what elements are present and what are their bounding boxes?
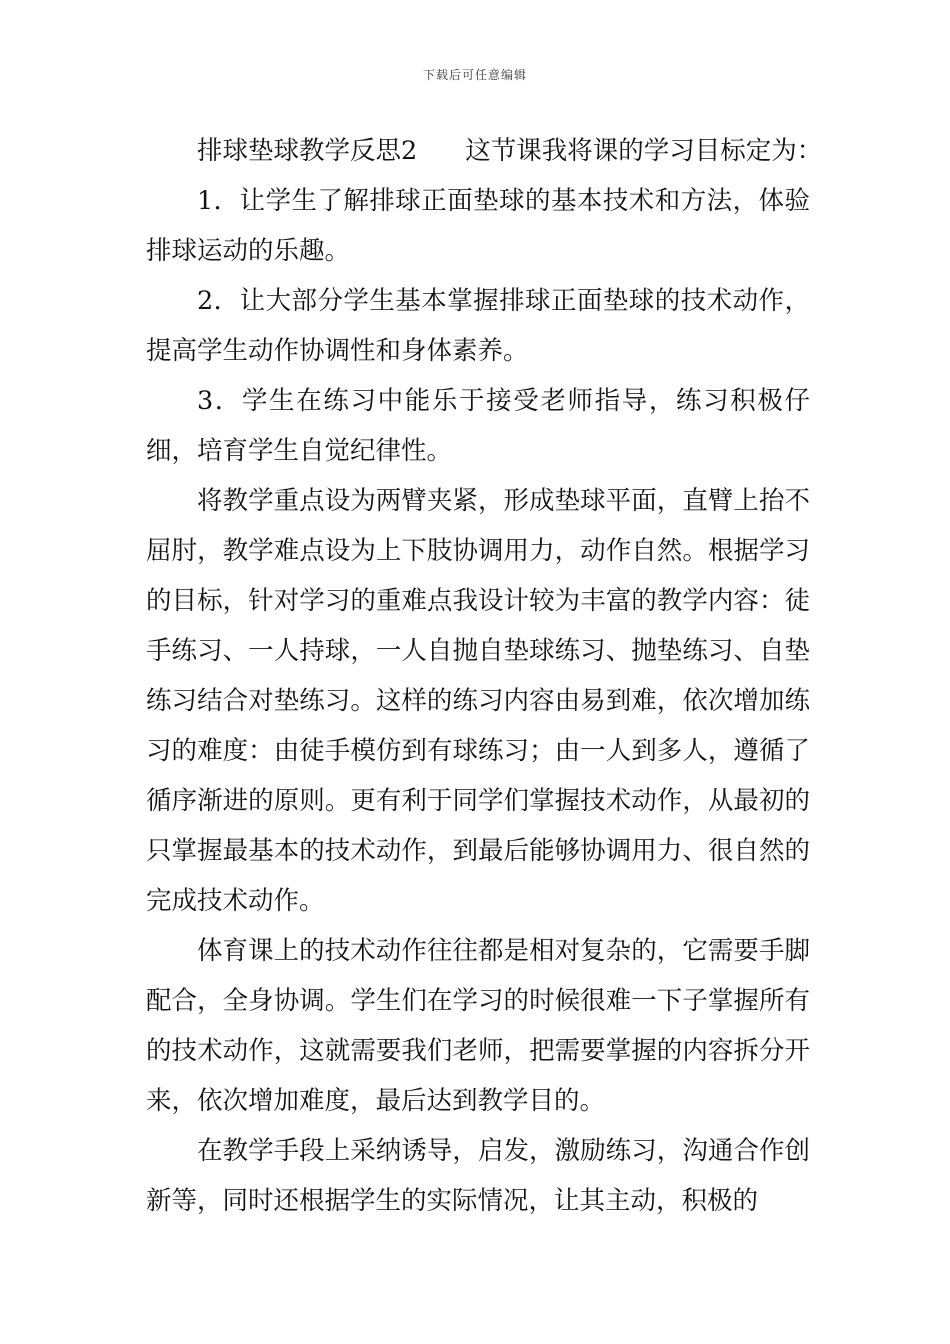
- intro-text: 这节课我将课的学习目标定为：: [465, 136, 823, 166]
- paragraph-technique: 体育课上的技术动作往往都是相对复杂的，它需要手脚配合，全身协调。学生们在学习的时候很难一下子掌握所有的技术动作，这就需要我们老师，把需要掌握的内容拆分开来，依次增加难度，最后达到教学目的。: [146, 936, 810, 1116]
- title-line: [146, 126, 823, 176]
- paragraph-goal-1: 1．让学生了解排球正面垫球的基本技术和方法，体验排球运动的乐趣。: [146, 186, 810, 266]
- page-header-note: 下载后可任意编辑: [422, 68, 527, 82]
- paragraph-goal-3: 3．学生在练习中能乐于接受老师指导，练习积极仔细，培育学生自觉纪律性。: [146, 386, 810, 466]
- document-body: [146, 126, 823, 1226]
- paragraph-methods: 在教学手段上采纳诱导，启发，激励练习，沟通合作创新等，同时还根据学生的实际情况，让其主动，积极的: [146, 1136, 810, 1216]
- paragraph-goal-2: 2．让大部分学生基本掌握排球正面垫球的技术动作，提高学生动作协调性和身体素养。: [146, 286, 810, 366]
- document-title: 排球垫球教学反思2: [197, 136, 418, 166]
- paragraph-focus: 将教学重点设为两臂夹紧，形成垫球平面，直臂上抬不屈肘，教学难点设为上下肢协调用力，动作自然。根据学习的目标，针对学习的重难点我设计较为丰富的教学内容：徒手练习、一人持球，一人自抛自垫球练习、抛垫练习、自垫练习结合对垫练习。这样的练习内容由易到难，依次增加练习的难度：由徒手模仿到有球练习；由一人到多人，遵循了循序渐进的原则。更有利于同学们掌握技术动作，从最初的只掌握最基本的技术动作，到最后能够协调用力、很自然的完成技术动作。: [146, 486, 810, 916]
